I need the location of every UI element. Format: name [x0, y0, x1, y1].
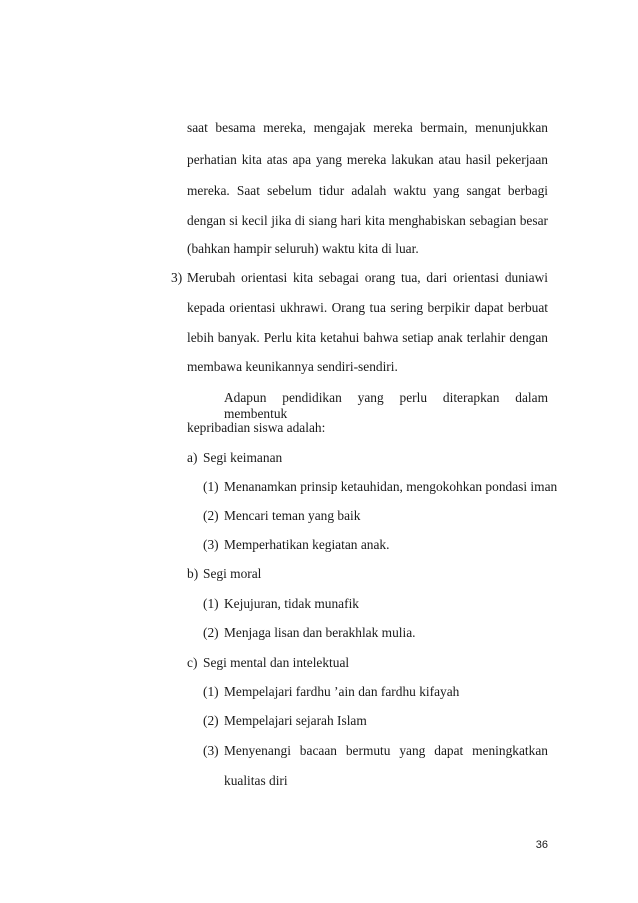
body-text-line: perhatian kita atas apa yang mereka lakukan atau hasil pekerjaan [187, 152, 548, 167]
list-number: (2) [203, 713, 219, 728]
list-number: (1) [203, 684, 219, 699]
body-text-line: kepribadian siswa adalah: [187, 420, 326, 435]
list-item-continuation: kualitas diri [224, 773, 288, 788]
body-text-line: kepada orientasi ukhrawi. Orang tua sering berpikir dapat berbuat [187, 300, 548, 315]
body-text-line: Merubah orientasi kita sebagai orang tua, dari orientasi duniawi [187, 270, 548, 285]
list-item: Menjaga lisan dan berakhlak mulia. [224, 625, 416, 640]
list-number: (2) [203, 508, 219, 523]
body-text-line: membawa keunikannya sendiri-sendiri. [187, 359, 398, 374]
section-marker: c) [187, 655, 198, 670]
page-number: 36 [535, 839, 548, 851]
list-number: (1) [203, 479, 219, 494]
list-number: (3) [203, 743, 219, 758]
list-item: Kejujuran, tidak munafik [224, 596, 359, 611]
list-number: (1) [203, 596, 219, 611]
body-text-line: Adapun pendidikan yang perlu diterapkan dalam membentuk [224, 390, 548, 421]
section-title: Segi mental dan intelektual [203, 655, 350, 670]
list-item: Menyenangi bacaan bermutu yang dapat meningkatkan [224, 743, 548, 758]
section-marker: b) [187, 566, 199, 581]
body-text-line: (bahkan hampir seluruh) waktu kita di luar. [187, 241, 419, 256]
list-item: Mencari teman yang baik [224, 508, 361, 523]
section-title: Segi keimanan [203, 450, 283, 465]
body-text-line: dengan si kecil jika di siang hari kita menghabiskan sebagian besar [187, 213, 548, 228]
body-text-line: saat besama mereka, mengajak mereka bermain, menunjukkan [187, 120, 548, 135]
list-number: (3) [203, 537, 219, 552]
section-marker: a) [187, 450, 198, 465]
list-item: Mempelajari fardhu ’ain dan fardhu kifayah [224, 684, 460, 699]
list-item: Memperhatikan kegiatan anak. [224, 537, 390, 552]
body-text-line: lebih banyak. Perlu kita ketahui bahwa setiap anak terlahir dengan [187, 330, 548, 345]
list-number: (2) [203, 625, 219, 640]
list-item: Menanamkan prinsip ketauhidan, mengokohkan pondasi iman [224, 479, 558, 494]
list-item: Mempelajari sejarah Islam [224, 713, 367, 728]
list-number: 3) [171, 270, 183, 285]
section-title: Segi moral [203, 566, 262, 581]
body-text-line: mereka. Saat sebelum tidur adalah waktu yang sangat berbagi [187, 183, 548, 198]
